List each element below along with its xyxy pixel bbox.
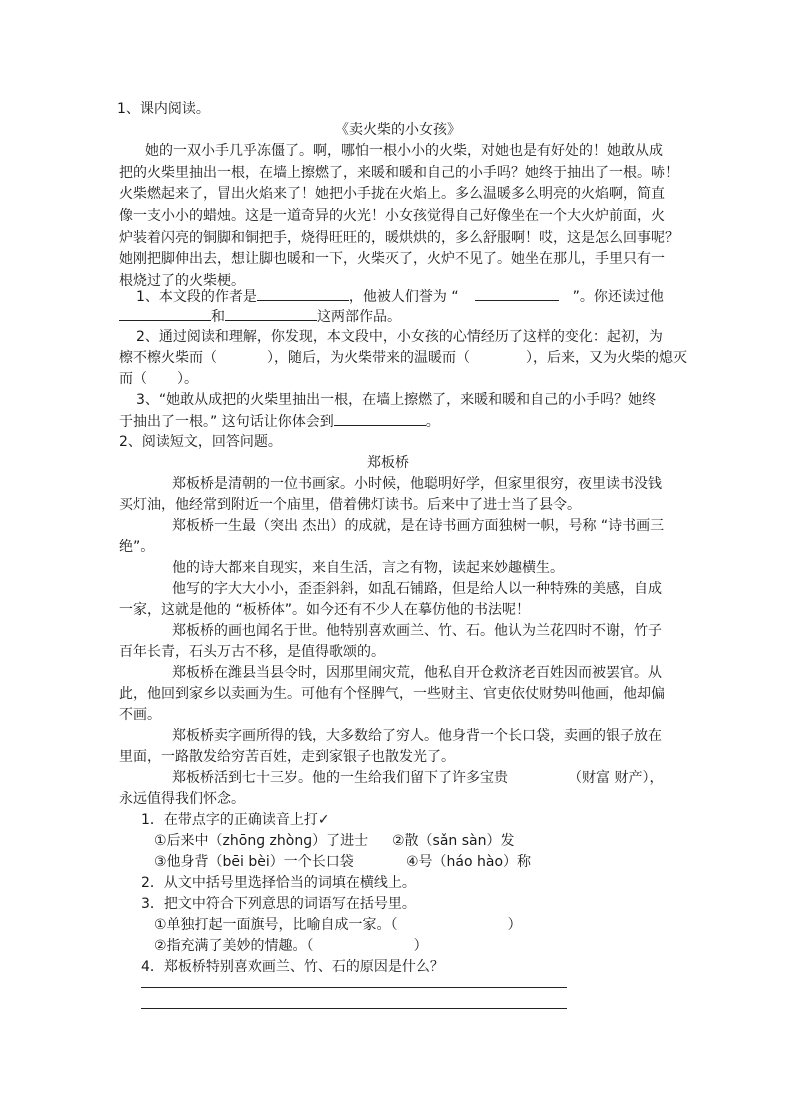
question-1-works: 和 这两部作品。 [119,306,401,327]
task-1-option[interactable]: ②散（sǎn sàn）发 [392,833,515,849]
answer-blank[interactable] [334,411,426,426]
passage-2-line: 郑板桥是清朝的一位书画家。小时候，他聪明好学，但家里很穷，夜里读书没钱 [172,476,662,492]
task-1-option[interactable]: ①后来中（zhōnɡ zhònɡ）了进士 [154,833,369,849]
passage-2-line: 郑板桥活到七十三岁。他的一生给我们留下了许多宝贵 （财富 财产）， [172,770,664,786]
question-2-line: 2、通过阅读和理解，你发现，本文段中，小女孩的心情经历了这样的变化：起初，为 [136,329,663,345]
task-1-option[interactable]: ③他身背（bēi bèi）一个长口袋 [154,854,354,870]
question-3-line: 3、“她敢从成把的火柴里抽出一根，在墙上擦燃了，来暖和暖和自己的小手吗？她终 [136,392,657,408]
passage-1-line: 把的火柴里抽出一根，在墙上擦燃了，来暖和暖和自己的小手吗？她终于抽出了一根。哧！ [119,165,679,181]
answer-blank[interactable] [475,286,559,301]
passage-1-title: 《卖火柴的小女孩》 [335,122,461,138]
question-1-author: 1、本文段的作者是 ，他被人们誉为 “ ”。你还读过他 [136,286,664,307]
passage-2-title: 郑板桥 [367,455,409,471]
passage-2-line: 永远值得我们怀念。 [119,791,245,807]
passage-2-line: 不画。 [119,707,161,723]
passage-2-line: 绝”。 [119,539,155,555]
question-2-line: 檫不檫火柴而（ ），随后，为火柴带来的温暖而（ ），后来，又为火柴的熄灭 [119,350,687,366]
passage-2-line: 他的诗大都来自现实，来自生活，言之有物，读起来妙趣横生。 [172,560,564,576]
passage-2-line: 郑板桥卖字画所得的钱，大多数给了穷人。他身背一个长口袋，卖画的银子放在 [172,728,662,744]
passage-1-line: 火柴燃起来了，冒出火焰来了！她把小手拢在火焰上。多么温暖多么明亮的火焰啊，简直 [119,186,665,202]
task-3-item: ②指充满了美妙的情趣。（ ） [154,938,428,954]
passage-2-line: 百年长青，石头万古不移，是值得歌颂的。 [119,644,385,660]
answer-line[interactable] [141,987,567,988]
answer-blank[interactable] [119,306,211,321]
passage-2-line: 一家，这就是他的 “板桥体”。如今还有不少人在摹仿他的书法呢！ [119,602,530,618]
answer-blank[interactable] [225,306,317,321]
section-2-heading: 2、阅读短文，回答问题。 [119,434,282,450]
passage-2-line: 郑板桥在潍县当县令时，因那里闹灾荒，他私自开仓救济老百姓因而被罢官。从 [172,665,662,681]
passage-1-line: 根烧过了的火柴梗。 [119,273,245,289]
answer-line[interactable] [141,1008,567,1009]
question-3-line: 于抽出了一根。” 这句话让你体会到 。 [119,411,440,432]
answer-blank[interactable] [257,286,349,301]
passage-1-line: 她刚把脚伸出去，想让脚也暖和一下，火柴灭了，火炉不见了。她坐在那儿，手里只有一 [119,251,665,267]
passage-2-line: 郑板桥一生最（突出 杰出）的成就，是在诗书画方面独树一帜，号称 “诗书画三 [172,518,665,534]
task-2: 2．从文中括号里选择恰当的词填在横线上。 [141,875,416,891]
passage-2-line: 里面，一路散发给穷苦百姓，走到家银子也散发光了。 [119,749,455,765]
task-1-option[interactable]: ④号（háo hào）称 [406,854,532,870]
task-1: 1．在带点字的正确读音上打✓ [141,812,330,828]
section-1-heading: 1、课内阅读。 [117,101,210,117]
task-3: 3．把文中符合下列意思的词语写在括号里。 [141,896,416,912]
passage-2-line: 买灯油，他经常到附近一个庙里，借着佛灯读书。后来中了进士当了县令。 [119,497,581,513]
passage-1-line: 像一支小小的蜡烛。这是一道奇异的火光！小女孩觉得自己好像坐在一个大火炉前面，火 [119,208,665,224]
task-4: 4．郑板桥特别喜欢画兰、竹、石的原因是什么？ [141,959,444,975]
passage-2-line: 他写的字大大小小，歪歪斜斜，如乱石铺路，但是给人以一种特殊的美感，自成 [172,581,662,597]
passage-2-line: 郑板桥的画也闻名于世。他特别喜欢画兰、竹、石。他认为兰花四时不谢，竹子 [172,623,662,639]
task-3-item: ①单独打起一面旗号，比喻自成一家。（ ） [154,917,522,933]
question-2-line: 而（ ）。 [119,371,198,387]
passage-1-line: 她的一双小手几乎冻僵了。啊，哪怕一根小小的火柴，对她也是有好处的！她敢从成 [145,143,663,159]
passage-1-line: 炉装着闪亮的铜脚和铜把手，烧得旺旺的，暖烘烘的，多么舒服啊！哎，这是怎么回事呢？ [119,230,679,246]
passage-2-line: 此，他回到家乡以卖画为生。可他有个怪脾气，一些财主、官吏依仗财势叫他画，他却偏 [119,686,665,702]
